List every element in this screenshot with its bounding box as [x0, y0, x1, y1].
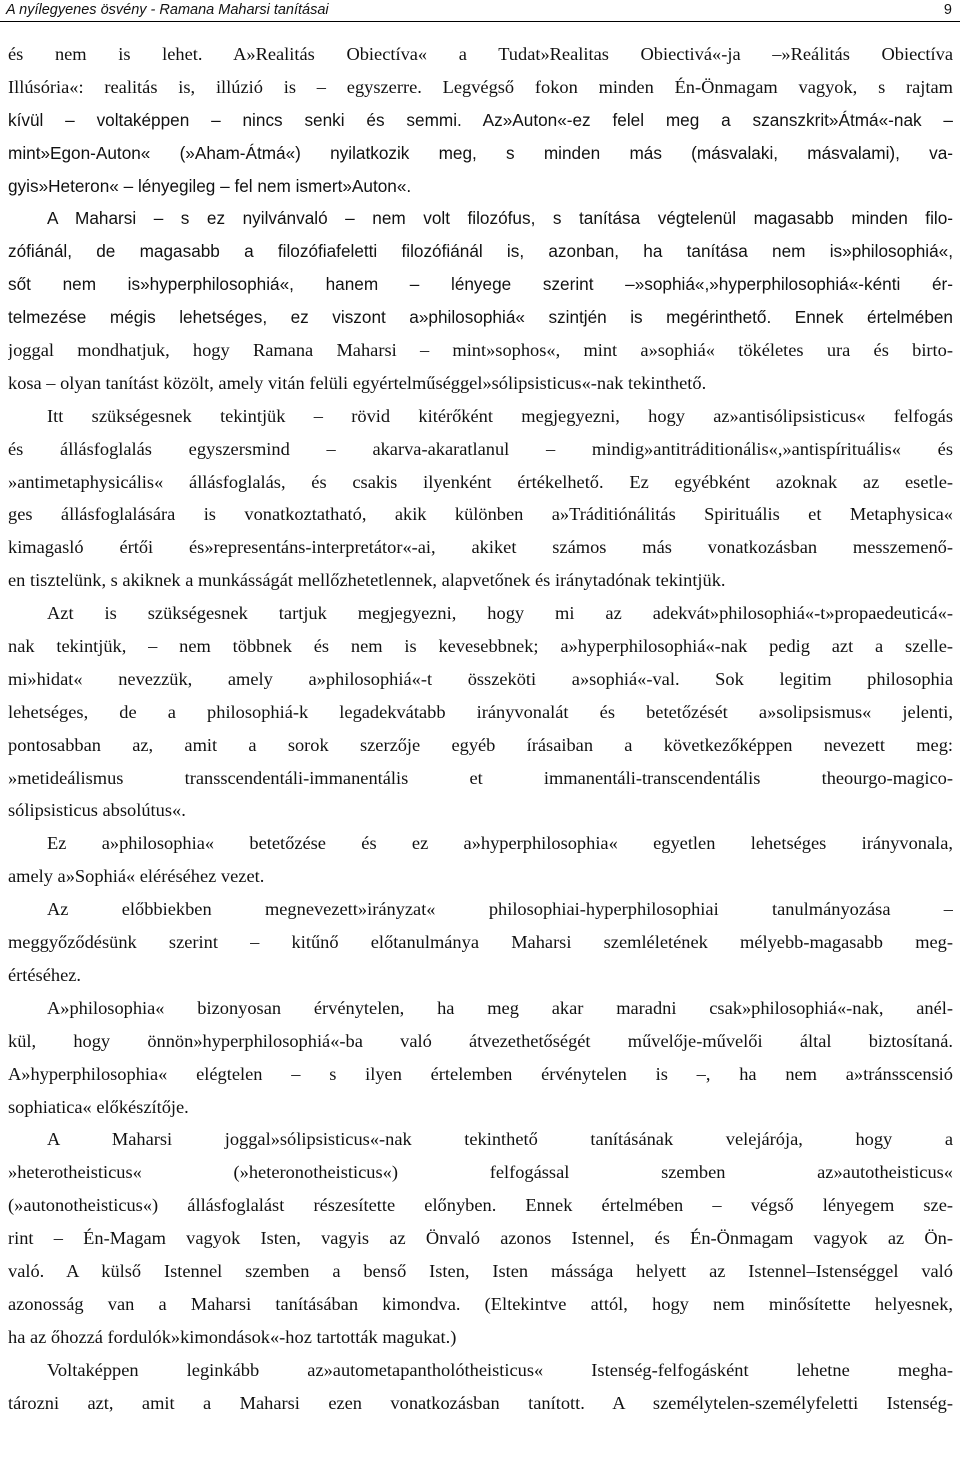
text-line: való. A külső Istennel szemben a benső Isten, Isten mássága helyett az Istennel–Istenséggel való	[8, 1260, 953, 1281]
text-line: (»autonotheisticus«) állásfoglalást részesítette előnyben. Ennek értelmében – végső lényegem sze-	[8, 1195, 953, 1216]
text-line: Az előbbiekben megnevezett»irányzat« philosophiai-hyperphilosophiai tanulmányozása –	[47, 899, 953, 920]
text-line: amely a»Sophiá« eléréséhez vezet.	[8, 866, 265, 887]
text-line: azonosság van a Maharsi tanításában kimondva. (Eltekintve attól, hogy nem minősítette helyesnek,	[8, 1293, 953, 1314]
text-line: kimagasló értői és»representáns-interpretátor«-ai, akiket számos más vonatkozásban messzemenő-	[8, 537, 953, 558]
text-line: Itt szükségesnek tekintjük – rövid kitérőként megjegyezni, hogy az»antisólipsisticus« felfogás	[47, 405, 953, 426]
text-line: mint»Egon-Auton« (»Aham-Átmá«) nyilatkozik meg, s minden más (másvalaki, másvalami), va-	[8, 142, 953, 163]
text-line: Azt is szükségesnek tartjuk megjegyezni, hogy mi az adekvát»philosophiá«-t»propaedeuticá«-	[47, 603, 953, 624]
text-line: Voltaképpen leginkább az»autometapantholótheisticus« Istenség-felfogásként lehetne megha-	[47, 1359, 953, 1380]
header-title: A nyílegyenes ösvény - Ramana Maharsi tanításai	[6, 2, 329, 18]
text-line: tározni azt, amit a Maharsi ezen vonatkozásban tanított. A személytelen-személyfeletti Istenség-	[8, 1392, 953, 1413]
text-line: értéséhez.	[8, 964, 81, 985]
text-line: sólipsisticus absolútus«.	[8, 800, 186, 821]
text-line: ges állásfoglalására is vonatkoztatható, akik különben a»Tráditiónálitás Spirituális et Metaphysica«	[8, 504, 953, 525]
text-line: joggal mondhatjuk, hogy Ramana Maharsi – mint»sophos«, mint a»sophiá« tökéletes ura és birto-	[8, 340, 953, 361]
text-line: »antimetaphysicális« állásfoglalás, és csakis ilyenként értékelhető. Ez egyébként azoknak az esetle-	[8, 471, 953, 492]
page-number: 9	[943, 2, 952, 18]
text-line: kosa – olyan tanítást közölt, amely vitán felüli egyértelműséggel»sólipsisticus«-nak tekinthető.	[8, 372, 707, 393]
text-line: rint – Én-Magam vagyok Isten, vagyis az Önvaló azonos Istennel, és Én-Önmagam vagyok az Ön-	[8, 1228, 953, 1249]
text-line: Ez a»philosophia« betetőzése és ez a»hyperphilosophia« egyetlen lehetséges irányvonala,	[47, 833, 953, 854]
text-line: Illúsória«: realitás is, illúzió is – egyszerre. Legvégső fokon minden Én-Önmagam vagyok, s rajtam	[8, 76, 953, 97]
text-line: »metideálismus transscendentáli-immanentális et immanentáli-transcendentális theourgo-magico-	[8, 767, 953, 788]
text-line: kívül – voltaképpen – nincs senki és semmi. Az»Auton«-ez felel meg a szanszkrit»Átmá«-nak –	[8, 109, 953, 130]
document-body	[8, 38, 953, 1419]
text-line: gyis»Heteron« – lényegileg – fel nem ismert»Auton«.	[8, 175, 412, 196]
text-line: sőt nem is»hyperphilosophiá«, hanem – lényege szerint –»sophiá«,»hyperphilosophiá«-kénti ér-	[8, 274, 953, 295]
text-line: kül, hogy önnön»hyperphilosophiá«-ba való átvezethetőségét művelője-művelői által biztosítaná.	[8, 1030, 953, 1051]
text-line: en tisztelünk, s akiknek a munkásságát mellőzhetetlennek, alapvetőnek és iránytadónak tekintjük.	[8, 570, 726, 591]
text-line: A Maharsi – s ez nyilvánvaló – nem volt filozófus, s tanítása végtelenül magasabb minden filo-	[47, 208, 953, 229]
text-line: sophiatica« előkészítője.	[8, 1096, 189, 1117]
text-line: telmezése mégis lehetséges, ez viszont a»philosophiá« szintjén is megérinthető. Ennek értelmében	[8, 307, 953, 328]
text-line: mi»hidat« nevezzük, amely a»philosophiá«-t összeköti a»sophiá«-val. Sok legitim philosophia	[8, 668, 953, 689]
text-line: meggyőződésünk szerint – kitűnő előtanulmánya Maharsi szemléletének mélyebb-magasabb meg-	[8, 932, 953, 953]
text-line: A Maharsi joggal»sólipsisticus«-nak tekinthető tanításának velejárója, hogy a	[47, 1129, 953, 1150]
text-line: nak tekintjük, – nem többnek és nem is kevesebbnek; a»hyperphilosophiá«-nak pedig azt a szelle-	[8, 636, 953, 657]
text-line: és állásfoglalás egyszersmind – akarva-akaratlanul – mindig»antitráditionális«,»antispírituális« és	[8, 438, 953, 459]
text-line: lehetséges, de a philosophiá-k legadekvátabb irányvonalát és betetőzését a»solipsismus« jelenti,	[8, 701, 953, 722]
text-line: pontosabban az, amit a sorok szerzője egyéb írásaiban a következőképpen nevezett meg:	[8, 734, 953, 755]
text-line: A»hyperphilosophia« elégtelen – s ilyen értelemben érvénytelen is –, ha nem a»tránsscensió	[8, 1063, 953, 1084]
text-line: és nem is lehet. A»Realitás Obiectíva« a Tudat»Realitas Obiectivá«-ja –»Reálitás Obiectíva	[8, 44, 953, 64]
text-line: A»philosophia« bizonyosan érvénytelen, ha meg akar maradni csak»philosophiá«-nak, anél-	[47, 997, 953, 1018]
page-header	[0, 0, 960, 22]
text-line: zófiánál, de magasabb a filozófiafeletti filozófiánál is, azonban, ha tanítása nem is»philosophiá«,	[8, 241, 953, 262]
text-line: »heterotheisticus« (»heteronotheisticus«) felfogással szemben az»autotheisticus«	[8, 1162, 953, 1183]
text-line: ha az őhozzá fordulók»kimondások«-hoz tartották magukat.)	[8, 1326, 457, 1347]
